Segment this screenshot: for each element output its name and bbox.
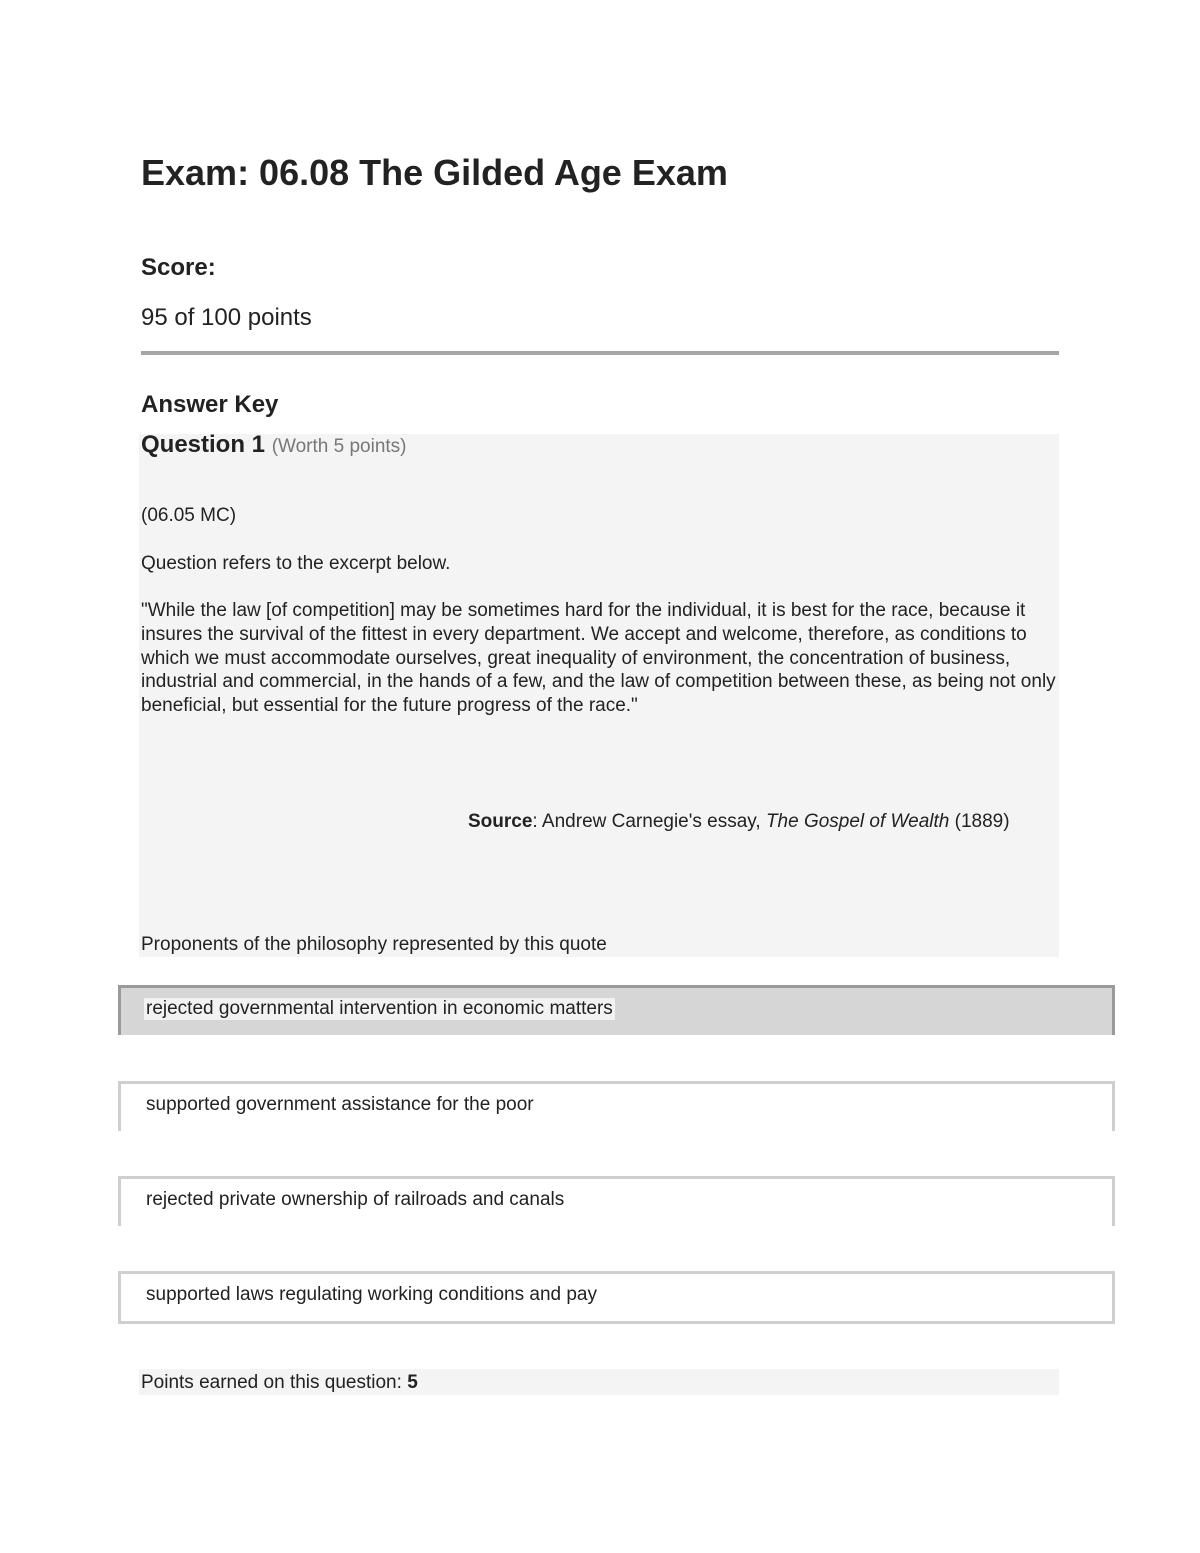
question-excerpt: "While the law [of competition] may be sometimes hard for the individual, it is best for the race, because it insures the survival of the fittest in every department. We accept and welcome, therefore, as conditions to which we must accommodate ourselves, great inequality of environment, the concentration of business, industrial and commercial, in the hands of a few, and the law of competition between these, as being not only beneficial, but essential for the future progress of the race.": [141, 600, 1056, 717]
score-value: 95 of 100 points: [141, 304, 312, 331]
exam-title: Exam: 06.08 The Gilded Age Exam: [141, 152, 728, 193]
answer-option-label: supported laws regulating working conditions and pay: [146, 1284, 597, 1305]
question-header: [141, 431, 407, 459]
answer-option-3[interactable]: [118, 1176, 1115, 1226]
question-code: (06.05 MC): [141, 505, 237, 526]
answer-option-4[interactable]: [118, 1271, 1115, 1324]
answer-option-1[interactable]: [118, 985, 1115, 1035]
answer-option-2[interactable]: [118, 1081, 1115, 1131]
section-divider: [141, 351, 1059, 355]
question-prompt: Proponents of the philosophy represented by this quote: [141, 934, 607, 955]
points-earned: [141, 1372, 418, 1394]
excerpt-source: [468, 811, 1010, 833]
points-label: Points earned on this question:: [141, 1372, 408, 1393]
source-text: : Andrew Carnegie's essay,: [532, 811, 766, 832]
answer-key-heading: Answer Key: [141, 391, 279, 418]
points-value: 5: [407, 1372, 418, 1393]
answer-option-label: supported government assistance for the poor: [146, 1094, 534, 1115]
answer-option-label: rejected governmental intervention in economic matters: [146, 998, 613, 1019]
score-label: Score:: [141, 254, 216, 281]
source-work: The Gospel of Wealth: [765, 811, 950, 832]
question-title: Question 1: [141, 431, 266, 458]
question-worth: (Worth 5 points): [271, 436, 407, 457]
source-year: (1889): [949, 811, 1010, 832]
answer-option-label: rejected private ownership of railroads and canals: [146, 1189, 565, 1210]
source-label: Source: [468, 811, 533, 832]
question-intro: Question refers to the excerpt below.: [141, 553, 451, 574]
